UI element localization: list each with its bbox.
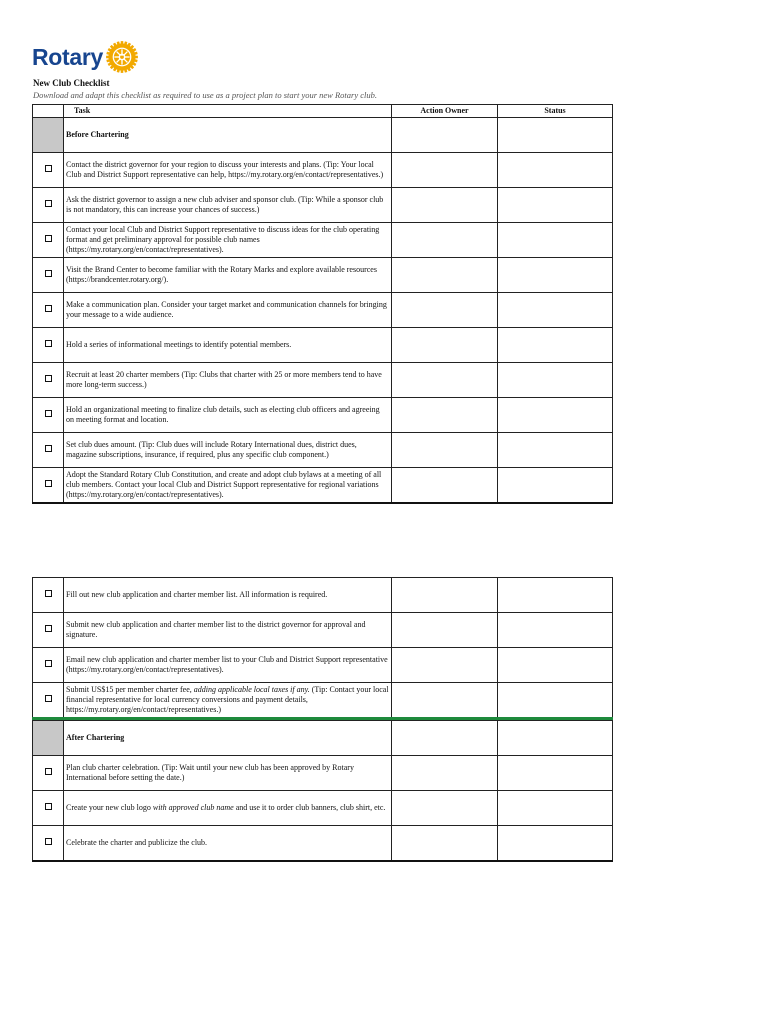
rotary-wheel-icon (105, 40, 139, 74)
owner-cell[interactable] (392, 756, 498, 791)
task-row (33, 826, 613, 862)
checkbox-icon[interactable] (45, 838, 52, 845)
owner-cell[interactable] (392, 118, 498, 153)
task-checkbox[interactable] (33, 293, 64, 328)
task-text: Hold a series of informational meetings to identify potential members. (64, 328, 392, 363)
status-cell[interactable] (498, 648, 613, 683)
status-cell[interactable] (498, 468, 613, 504)
task-checkbox[interactable] (33, 258, 64, 293)
document-subtitle: Download and adapt this checklist as required to use as a project plan to start your new Rotary club. (33, 90, 377, 100)
task-text: Email new club application and charter member list to your Club and District Support representative (https://my.rotary.org/en/contact/representatives). (64, 648, 392, 683)
section-marker (33, 721, 64, 756)
status-cell[interactable] (498, 578, 613, 613)
status-cell[interactable] (498, 328, 613, 363)
task-row (33, 328, 613, 363)
task-row (33, 293, 613, 328)
status-cell[interactable] (498, 756, 613, 791)
task-row (33, 363, 613, 398)
status-cell[interactable] (498, 258, 613, 293)
fee-text-part: Submit US$15 per member charter fee, (66, 685, 194, 694)
task-checkbox[interactable] (33, 223, 64, 258)
checkbox-icon[interactable] (45, 480, 52, 487)
status-cell[interactable] (498, 398, 613, 433)
owner-cell[interactable] (392, 363, 498, 398)
status-cell[interactable] (498, 293, 613, 328)
checkbox-icon[interactable] (45, 410, 52, 417)
checklist-table-before (32, 104, 613, 504)
fee-text-part: (Tip: Contact your local financial representative for local currency conversions and payment details, https://my.rotary.org/en/contact/representatives.) (66, 685, 389, 714)
status-cell[interactable] (498, 433, 613, 468)
logo-text-part: Create your new club logo (66, 803, 153, 812)
checkbox-icon[interactable] (45, 803, 52, 810)
status-cell[interactable] (498, 683, 613, 719)
task-row (33, 223, 613, 258)
task-row (33, 468, 613, 504)
status-cell[interactable] (498, 613, 613, 648)
task-row (33, 791, 613, 826)
checklist-table-after (32, 577, 613, 862)
checkbox-icon[interactable] (45, 200, 52, 207)
status-cell[interactable] (498, 826, 613, 862)
task-checkbox[interactable] (33, 363, 64, 398)
status-cell[interactable] (498, 118, 613, 153)
checkbox-icon[interactable] (45, 660, 52, 667)
task-checkbox[interactable] (33, 826, 64, 862)
checkbox-icon[interactable] (45, 235, 52, 242)
task-text-fee (64, 683, 392, 719)
owner-cell[interactable] (392, 293, 498, 328)
status-cell[interactable] (498, 153, 613, 188)
task-row (33, 258, 613, 293)
section-row-after (33, 721, 613, 756)
fee-text-italic: adding applicable local taxes if any. (193, 685, 310, 694)
task-row (33, 398, 613, 433)
task-row (33, 648, 613, 683)
header-task: Task (64, 105, 392, 118)
header-status: Status (498, 105, 613, 118)
checkbox-icon[interactable] (45, 305, 52, 312)
owner-cell[interactable] (392, 398, 498, 433)
owner-cell[interactable] (392, 328, 498, 363)
checkbox-icon[interactable] (45, 445, 52, 452)
checkbox-icon[interactable] (45, 340, 52, 347)
header-blank (33, 105, 64, 118)
status-cell[interactable] (498, 791, 613, 826)
task-text: Ask the district governor to assign a new club adviser and sponsor club. (Tip: While a sponsor club is not mandatory, this can increase your chances of success.) (64, 188, 392, 223)
task-text: Adopt the Standard Rotary Club Constitution, and create and adopt club bylaws at a meeting of all club members. Contact your local Club and District Support representative for regional variations (https://my.rotary.org/en/contact/representatives). (64, 468, 392, 504)
owner-cell[interactable] (392, 433, 498, 468)
checkbox-icon[interactable] (45, 165, 52, 172)
owner-cell[interactable] (392, 468, 498, 504)
task-text-logo (64, 791, 392, 826)
checkbox-icon[interactable] (45, 375, 52, 382)
task-text: Submit new club application and charter member list to the district governor for approval and signature. (64, 613, 392, 648)
task-checkbox[interactable] (33, 756, 64, 791)
rotary-logo (32, 40, 139, 74)
owner-cell[interactable] (392, 188, 498, 223)
task-checkbox[interactable] (33, 648, 64, 683)
task-row (33, 433, 613, 468)
logo-wordmark: Rotary (32, 43, 104, 70)
task-checkbox[interactable] (33, 613, 64, 648)
checkbox-icon[interactable] (45, 625, 52, 632)
task-row (33, 188, 613, 223)
task-row (33, 756, 613, 791)
task-checkbox[interactable] (33, 791, 64, 826)
logo-text-italic: with approved club name (152, 803, 234, 812)
task-text: Set club dues amount. (Tip: Club dues will include Rotary International dues, district dues, magazine subscriptions, insurance, if required, plus any specific club component.) (64, 433, 392, 468)
owner-cell[interactable] (392, 613, 498, 648)
task-checkbox[interactable] (33, 578, 64, 613)
task-row (33, 683, 613, 719)
task-checkbox[interactable] (33, 468, 64, 504)
section-title-before: Before Chartering (64, 118, 392, 153)
section-marker (33, 118, 64, 153)
status-cell[interactable] (498, 223, 613, 258)
task-text: Fill out new club application and charter member list. All information is required. (64, 578, 392, 613)
status-cell[interactable] (498, 721, 613, 756)
owner-cell[interactable] (392, 791, 498, 826)
task-row (33, 153, 613, 188)
task-text: Celebrate the charter and publicize the club. (64, 826, 392, 862)
checkbox-icon[interactable] (45, 270, 52, 277)
status-cell[interactable] (498, 188, 613, 223)
task-row (33, 578, 613, 613)
owner-cell[interactable] (392, 223, 498, 258)
task-checkbox[interactable] (33, 433, 64, 468)
task-text: Plan club charter celebration. (Tip: Wait until your new club has been approved by Rotary International before setting the date.) (64, 756, 392, 791)
owner-cell[interactable] (392, 826, 498, 862)
task-checkbox[interactable] (33, 188, 64, 223)
task-text: Recruit at least 20 charter members (Tip: Clubs that charter with 25 or more members tend to have more long-term success.) (64, 363, 392, 398)
section-title-after: After Chartering (64, 721, 392, 756)
task-checkbox[interactable] (33, 328, 64, 363)
owner-cell[interactable] (392, 683, 498, 719)
task-text: Contact the district governor for your region to discuss your interests and plans. (Tip: Your local Club and District Support representative can help, https://my.rotary.org/en/contact/representatives.) (64, 153, 392, 188)
task-text: Make a communication plan. Consider your target market and communication channels for bringing your message to a wide audience. (64, 293, 392, 328)
header-action-owner: Action Owner (392, 105, 498, 118)
logo-text-part: and use it to order club banners, club shirt, etc. (233, 803, 386, 812)
owner-cell[interactable] (392, 648, 498, 683)
owner-cell[interactable] (392, 721, 498, 756)
task-checkbox[interactable] (33, 153, 64, 188)
task-checkbox[interactable] (33, 398, 64, 433)
owner-cell[interactable] (392, 258, 498, 293)
status-cell[interactable] (498, 363, 613, 398)
owner-cell[interactable] (392, 578, 498, 613)
task-text: Hold an organizational meeting to finalize club details, such as electing club officers and agreeing on meeting format and location. (64, 398, 392, 433)
task-text: Contact your local Club and District Support representative to discuss ideas for the club operating format and get preliminary approval for possible club names (https://my.rotary.org/en/contact/representatives). (64, 223, 392, 258)
task-row (33, 613, 613, 648)
task-checkbox[interactable] (33, 683, 64, 719)
checkbox-icon[interactable] (45, 590, 52, 597)
checkbox-icon[interactable] (45, 695, 52, 702)
section-row-before (33, 118, 613, 153)
document-title: New Club Checklist (33, 78, 110, 88)
task-text: Visit the Brand Center to become familiar with the Rotary Marks and explore available resources (https://brandcenter.rotary.org/). (64, 258, 392, 293)
owner-cell[interactable] (392, 153, 498, 188)
checkbox-icon[interactable] (45, 768, 52, 775)
